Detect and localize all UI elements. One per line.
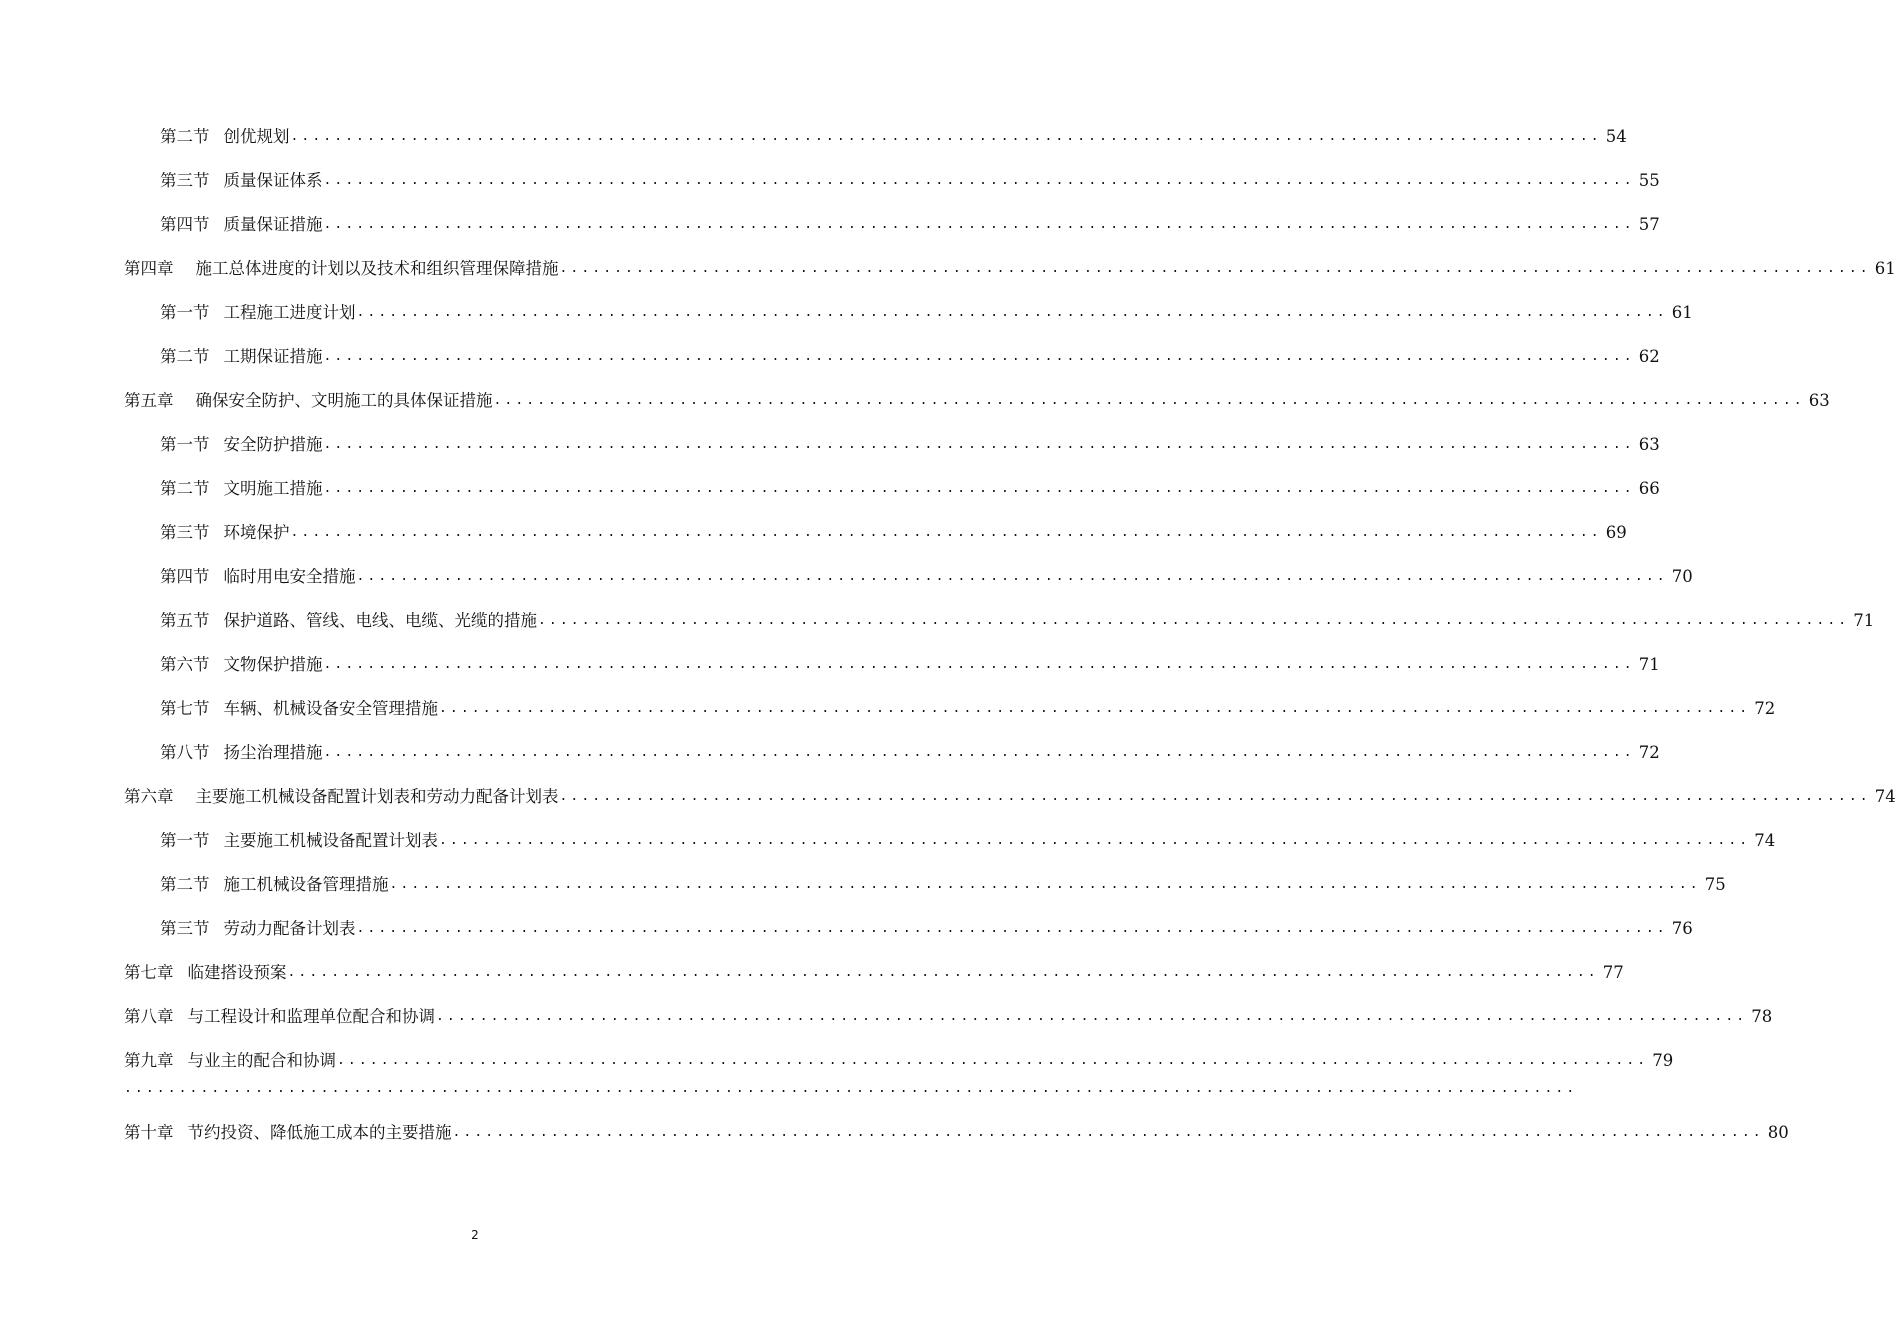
toc-entry-number: 第四节 bbox=[160, 215, 210, 234]
toc-dot-leader: ........................................................................................................................ bbox=[559, 789, 1871, 804]
toc-entry-number: 第五章 bbox=[124, 391, 174, 410]
toc-dot-leader: ........................................................................................................................ bbox=[356, 569, 1668, 584]
toc-entry-number: 第七章 bbox=[124, 963, 174, 982]
toc-entry-page: 62 bbox=[1638, 347, 1660, 366]
toc-entry-number: 第十章 bbox=[124, 1123, 174, 1142]
toc-dot-leader: ........................................................................................................................ bbox=[439, 701, 1751, 716]
toc-entry-title: 施工机械设备管理措施 bbox=[223, 875, 389, 894]
toc-entry-page: 78 bbox=[1751, 1007, 1773, 1026]
toc-entry-number: 第二节 bbox=[160, 127, 210, 146]
toc-dot-leader: ........................................................................................................................ bbox=[389, 877, 1701, 892]
toc-entry-number: 第六节 bbox=[160, 655, 210, 674]
toc-entry[interactable] bbox=[160, 558, 1693, 588]
toc-entry-title: 扬尘治理措施 bbox=[223, 743, 323, 762]
toc-entry-page: 70 bbox=[1671, 567, 1693, 586]
toc-entry[interactable] bbox=[160, 602, 1875, 632]
toc-entry-page: 71 bbox=[1853, 611, 1875, 630]
toc-entry-title: 工程施工进度计划 bbox=[223, 303, 356, 322]
toc-entry[interactable] bbox=[160, 822, 1776, 852]
toc-entry[interactable] bbox=[160, 646, 1660, 676]
toc-entry[interactable] bbox=[160, 206, 1660, 236]
toc-entry-number: 第一节 bbox=[160, 303, 210, 322]
toc-dot-leader: ........................................................................................................................ bbox=[287, 965, 1599, 980]
toc-dot-leader: ........................................................................................................................ bbox=[439, 833, 1751, 848]
toc-entry[interactable] bbox=[160, 426, 1660, 456]
toc-entry-title: 节约投资、降低施工成本的主要措施 bbox=[187, 1123, 452, 1142]
toc-chapter-entry[interactable] bbox=[124, 778, 1896, 808]
toc-entry-title: 临时用电安全措施 bbox=[223, 567, 356, 586]
toc-entry[interactable] bbox=[160, 734, 1660, 764]
toc-entry-number: 第二节 bbox=[160, 875, 210, 894]
toc-entry-number: 第六章 bbox=[124, 787, 174, 806]
toc-entry-page: 80 bbox=[1767, 1123, 1789, 1142]
toc-entry[interactable] bbox=[160, 690, 1776, 720]
toc-entry-page: 77 bbox=[1602, 963, 1624, 982]
toc-entry-number: 第八章 bbox=[124, 1007, 174, 1026]
toc-entry-number: 第一节 bbox=[160, 831, 210, 850]
toc-chapter-entry[interactable] bbox=[124, 998, 1773, 1028]
toc-entry-page: 71 bbox=[1638, 655, 1660, 674]
toc-entry-title: 临建搭设预案 bbox=[187, 963, 287, 982]
toc-entry-page: 61 bbox=[1671, 303, 1693, 322]
toc-entry-title: 与工程设计和监理单位配合和协调 bbox=[187, 1007, 435, 1026]
toc-dot-leader: ........................................................................................................................ bbox=[323, 745, 1635, 760]
toc-entry-title: 质量保证体系 bbox=[223, 171, 323, 190]
toc-entry-page: 54 bbox=[1605, 127, 1627, 146]
toc-dot-leader: ........................................................................................................................ bbox=[436, 1009, 1748, 1024]
toc-dot-leader: ........................................................................................................................ bbox=[323, 437, 1635, 452]
toc-entry-number: 第七节 bbox=[160, 699, 210, 718]
toc-entry-title: 劳动力配备计划表 bbox=[223, 919, 356, 938]
toc-dot-leader: ........................................................................................................................ bbox=[538, 613, 1850, 628]
toc-entry-title: 车辆、机械设备安全管理措施 bbox=[223, 699, 438, 718]
toc-entry-title: 安全防护措施 bbox=[223, 435, 323, 454]
toc-entry-number: 第四章 bbox=[124, 259, 174, 278]
toc-entry-page: 79 bbox=[1652, 1051, 1674, 1070]
toc-dot-leader: ........................................................................................................................ bbox=[290, 129, 1602, 144]
toc-entry-number: 第三节 bbox=[160, 171, 210, 190]
toc-chapter-entry[interactable] bbox=[124, 250, 1896, 280]
toc-entry-number: 第二节 bbox=[160, 479, 210, 498]
toc-entry-page: 66 bbox=[1638, 479, 1660, 498]
toc-dot-leader: ........................................................................................................................ bbox=[337, 1053, 1649, 1068]
toc-entry-title: 创优规划 bbox=[223, 127, 290, 146]
toc-chapter-entry[interactable] bbox=[124, 382, 1830, 412]
toc-dot-leader: ........................................................................................................................ bbox=[290, 525, 1602, 540]
toc-dot-leader: ........................................................................................................................ bbox=[323, 173, 1635, 188]
toc-chapter-entry[interactable] bbox=[124, 1042, 1674, 1072]
toc-dot-leader: ........................................................................................................................ bbox=[323, 481, 1635, 496]
toc-entry-page: 57 bbox=[1638, 215, 1660, 234]
toc-chapter-entry[interactable] bbox=[124, 1114, 1789, 1144]
toc-entry-number: 第一节 bbox=[160, 435, 210, 454]
toc-entry-number: 第五节 bbox=[160, 611, 210, 630]
toc-entry[interactable] bbox=[160, 910, 1693, 940]
toc-entry[interactable] bbox=[160, 514, 1627, 544]
toc-entry-number: 第二节 bbox=[160, 347, 210, 366]
toc-entry-title: 质量保证措施 bbox=[223, 215, 323, 234]
toc-entry[interactable] bbox=[160, 338, 1660, 368]
toc-entry-number: 第八节 bbox=[160, 743, 210, 762]
toc-entry[interactable] bbox=[160, 118, 1627, 148]
page-number: 2 bbox=[471, 1228, 479, 1242]
toc-entry-title: 工期保证措施 bbox=[223, 347, 323, 366]
continuation-dot-leader: ..................................................................................................................................... bbox=[124, 1081, 1578, 1096]
toc-entry-page: 76 bbox=[1671, 919, 1693, 938]
toc-entry-title: 环境保护 bbox=[223, 523, 290, 542]
toc-entry[interactable] bbox=[160, 866, 1726, 896]
toc-entry-page: 75 bbox=[1704, 875, 1726, 894]
toc-entry-number: 第九章 bbox=[124, 1051, 174, 1070]
toc-entry-title: 文物保护措施 bbox=[223, 655, 323, 674]
toc-dot-leader: ........................................................................................................................ bbox=[559, 261, 1871, 276]
toc-entry-title: 保护道路、管线、电线、电缆、光缆的措施 bbox=[223, 611, 537, 630]
toc-entry-page: 61 bbox=[1874, 259, 1896, 278]
toc-dot-leader: ........................................................................................................................ bbox=[356, 305, 1668, 320]
toc-entry-page: 72 bbox=[1754, 699, 1776, 718]
toc-entry-number: 第三节 bbox=[160, 919, 210, 938]
toc-dot-leader: ........................................................................................................................ bbox=[356, 921, 1668, 936]
toc-entry-title: 主要施工机械设备配置计划表 bbox=[223, 831, 438, 850]
toc-chapter-entry[interactable] bbox=[124, 954, 1624, 984]
toc-dot-leader: ........................................................................................................................ bbox=[323, 657, 1635, 672]
toc-dot-leader: ........................................................................................................................ bbox=[452, 1125, 1764, 1140]
toc-entry-title: 施工总体进度的计划以及技术和组织管理保障措施 bbox=[195, 259, 559, 278]
toc-entry[interactable] bbox=[160, 294, 1693, 324]
toc-entry-page: 72 bbox=[1638, 743, 1660, 762]
toc-entry-title: 文明施工措施 bbox=[223, 479, 323, 498]
toc-entry-page: 74 bbox=[1754, 831, 1776, 850]
toc-entry-page: 63 bbox=[1808, 391, 1830, 410]
toc-dot-leader: ........................................................................................................................ bbox=[493, 393, 1805, 408]
toc-entry[interactable] bbox=[160, 162, 1660, 192]
toc-entry-title: 与业主的配合和协调 bbox=[187, 1051, 336, 1070]
toc-entry-page: 63 bbox=[1638, 435, 1660, 454]
toc-entry-page: 55 bbox=[1638, 171, 1660, 190]
toc-entry-page: 69 bbox=[1605, 523, 1627, 542]
toc-dot-leader: ........................................................................................................................ bbox=[323, 217, 1635, 232]
toc-entry-title: 确保安全防护、文明施工的具体保证措施 bbox=[195, 391, 493, 410]
toc-entry-number: 第四节 bbox=[160, 567, 210, 586]
toc-entry-page: 74 bbox=[1874, 787, 1896, 806]
toc-entry[interactable] bbox=[160, 470, 1660, 500]
toc-entry-title: 主要施工机械设备配置计划表和劳动力配备计划表 bbox=[195, 787, 559, 806]
toc-dot-leader: ........................................................................................................................ bbox=[323, 349, 1635, 364]
toc-entry-number: 第三节 bbox=[160, 523, 210, 542]
